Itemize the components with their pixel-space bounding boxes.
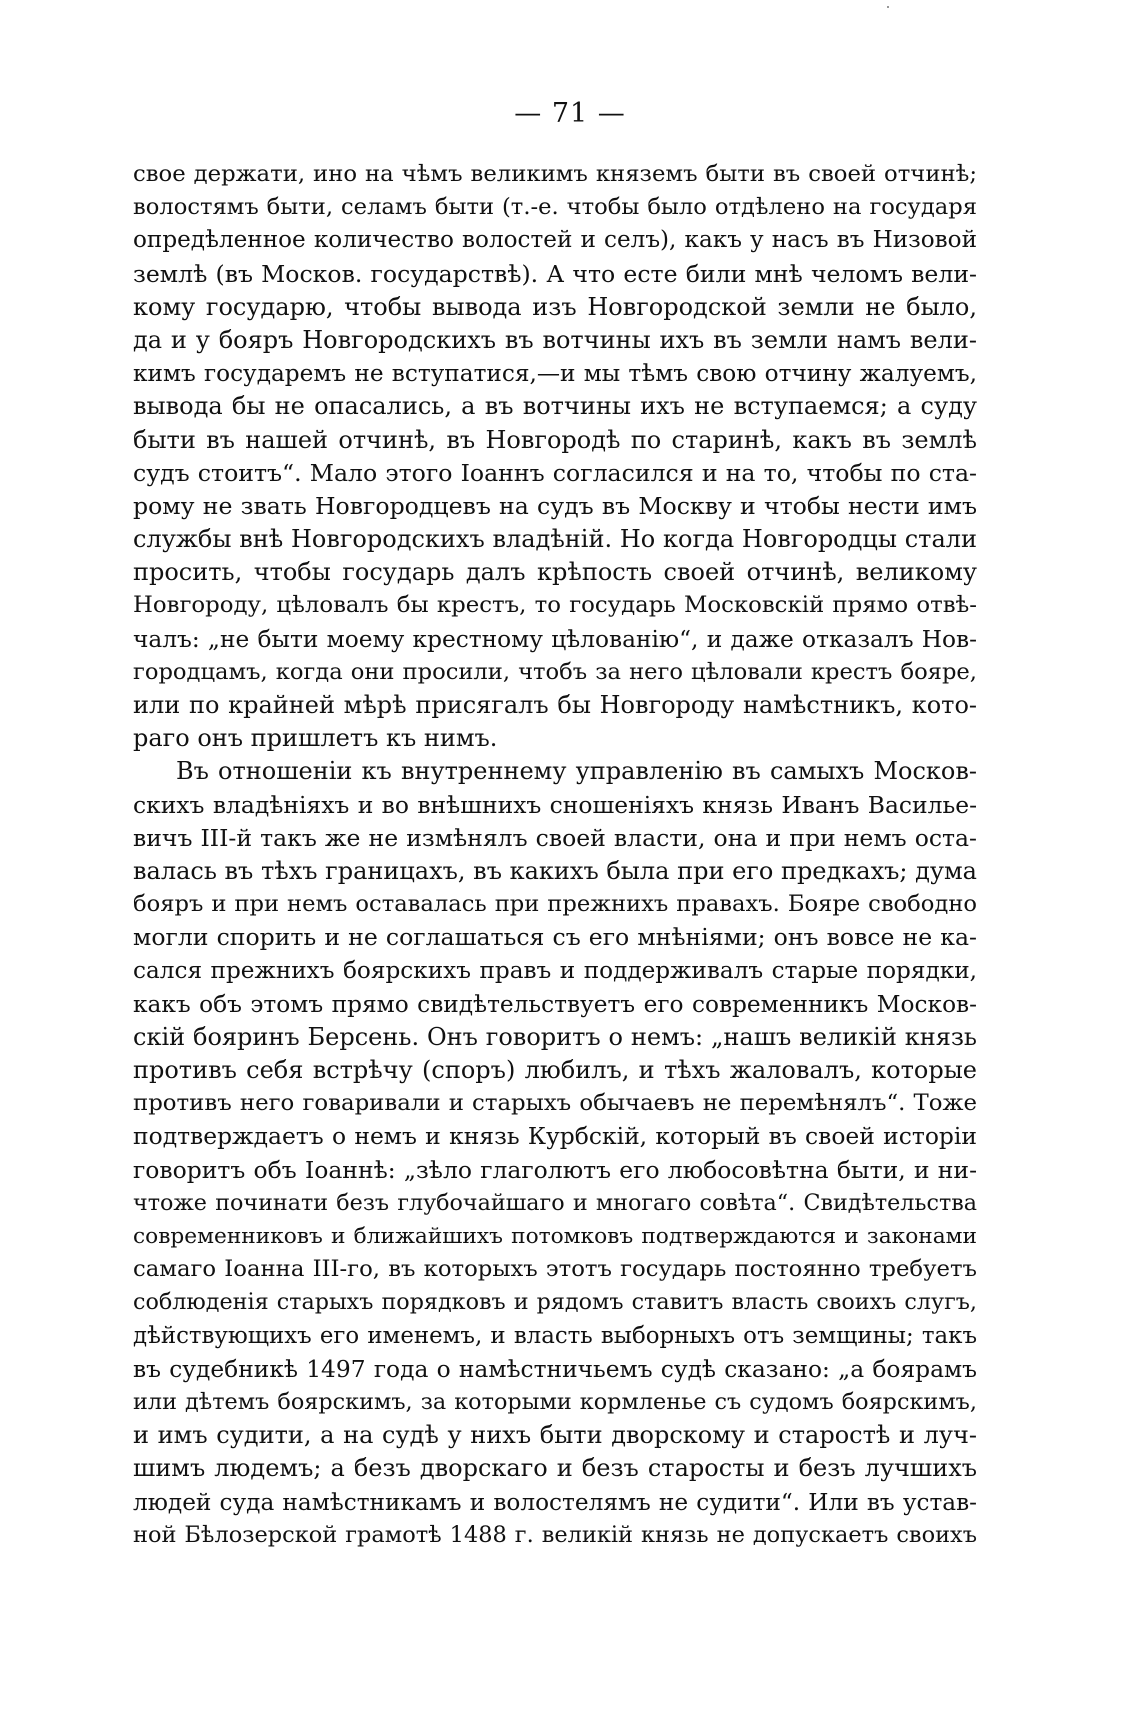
- text-line: дѣйствующихъ его именемъ, и власть выборныхъ отъ земщины; такъ: [133, 1322, 977, 1349]
- text-line: самаго Іоанна III-го, въ которыхъ этотъ государь постоянно требуетъ: [133, 1256, 977, 1283]
- text-line: подтверждаетъ о немъ и князь Курбскій, который въ своей исторіи: [133, 1122, 977, 1151]
- text-line: скихъ владѣніяхъ и во внѣшнихъ сношеніяхъ князь Иванъ Василье-: [133, 790, 977, 819]
- text-line: чалъ: „не быти моему крестному цѣлованію“, и даже отказалъ Нов-: [133, 625, 977, 653]
- text-line: ной Бѣлозерской грамотѣ 1488 г. великій князь не допускаетъ своихъ: [133, 1521, 977, 1548]
- text-line: сался прежнихъ боярскихъ правъ и поддерживалъ старые порядки,: [133, 957, 977, 984]
- paragraph: [133, 755, 977, 1552]
- text-line: кому государю, чтобы вывода изъ Новгородской земли не было,: [133, 292, 977, 321]
- text-line: говоритъ объ Іоаннѣ: „зѣло глаголютъ его любосовѣтна быти, и ни-: [133, 1155, 977, 1184]
- text-line: или по крайней мѣрѣ присягалъ бы Новгороду намѣстникъ, кото-: [133, 691, 977, 719]
- text-line: противъ него говаривали и старыхъ обычаевъ не перемѣнялъ“. Тоже: [133, 1090, 977, 1117]
- text-line: вывода бы не опасались, а въ вотчины ихъ не вступаемся; а суду: [133, 392, 977, 421]
- text-line: противъ себя встрѣчу (споръ) любилъ, и тѣхъ жаловалъ, которые: [133, 1056, 977, 1085]
- text-line: да и у бояръ Новгородскихъ въ вотчины ихъ въ земли намъ вели-: [133, 325, 977, 354]
- text-line: свое держати, ино на чѣмъ великимъ княземъ быти въ своей отчинѣ;: [133, 161, 977, 187]
- text-line: быти въ нашей отчинѣ, въ Новгородѣ по старинѣ, какъ въ землѣ: [133, 425, 977, 454]
- text-line: Въ отношеніи къ внутреннему управленію въ самыхъ Москов-: [176, 757, 977, 786]
- text-line: городцамъ, когда они просили, чтобъ за него цѣловали крестъ бояре,: [133, 658, 977, 685]
- text-line: бояръ и при немъ оставалась при прежнихъ правахъ. Бояре свободно: [133, 891, 977, 918]
- text-line: какъ объ этомъ прямо свидѣтельствуетъ его современникъ Москов-: [133, 990, 977, 1018]
- text-line: опредѣленное количество волостей и селъ), какъ у насъ въ Низовой: [133, 227, 977, 254]
- text-line: рому не звать Новгородцевъ на судъ въ Москву и чтобы нести имъ: [133, 491, 977, 520]
- text-line: въ судебникѣ 1497 года о намѣстничьемъ судѣ сказано: „а боярамъ: [133, 1354, 977, 1383]
- text-line: вичъ III-й такъ же не измѣнялъ своей власти, она и при немъ оста-: [133, 823, 977, 852]
- body-text: [133, 158, 977, 1552]
- text-line: и имъ судити, а на судѣ у нихъ быти дворскому и старостѣ и луч-: [133, 1421, 977, 1450]
- text-line: валась въ тѣхъ границахъ, въ какихъ была при его предкахъ; дума: [133, 856, 977, 885]
- text-line: шимъ людемъ; а безъ дворскаго и безъ старосты и безъ лучшихъ: [133, 1454, 977, 1483]
- text-line: волостямъ быти, селамъ быти (т.-е. чтобы было отдѣлено на государя: [133, 194, 977, 221]
- text-line: Новгороду, цѣловалъ бы крестъ, то государь Московскій прямо отвѣ-: [133, 592, 977, 619]
- text-line: землѣ (въ Москов. государствѣ). А что есте били мнѣ челомъ вели-: [133, 259, 977, 288]
- page-number: — 71 —: [514, 98, 626, 129]
- text-line: соблюденія старыхъ порядковъ и рядомъ ставитъ власть своихъ слугъ,: [133, 1289, 977, 1316]
- scan-speck: [887, 6, 889, 8]
- text-line: могли спорить и не соглашаться съ его мнѣніями; онъ вовсе не ка-: [133, 923, 977, 952]
- text-line: службы внѣ Новгородскихъ владѣній. Но когда Новгородцы стали: [133, 525, 977, 554]
- text-line: просить, чтобы государь далъ крѣпость своей отчинѣ, великому: [133, 558, 977, 587]
- text-line: скій бояринъ Берсень. Онъ говоритъ о немъ: „нашъ великій князь: [133, 1022, 977, 1051]
- text-line: кимъ государемъ не вступатися,—и мы тѣмъ свою отчину жалуемъ,: [133, 360, 977, 388]
- text-line: людей суда намѣстникамъ и волостелямъ не судити“. Или въ устав-: [133, 1488, 977, 1516]
- text-line: или дѣтемъ боярскимъ, за которыми кормленье съ судомъ боярскимъ,: [133, 1388, 977, 1415]
- text-line: чтоже починати безъ глубочайшаго и многаго совѣта“. Свидѣтельства: [133, 1189, 977, 1216]
- text-line: судъ стоитъ“. Мало этого Іоаннъ согласился и на то, чтобы по ста-: [133, 458, 977, 487]
- paragraph: [133, 158, 977, 755]
- text-line: раго онъ пришлетъ къ нимъ.: [133, 724, 498, 753]
- text-line: современниковъ и ближайшихъ потомковъ подтверждаются и законами: [133, 1224, 977, 1249]
